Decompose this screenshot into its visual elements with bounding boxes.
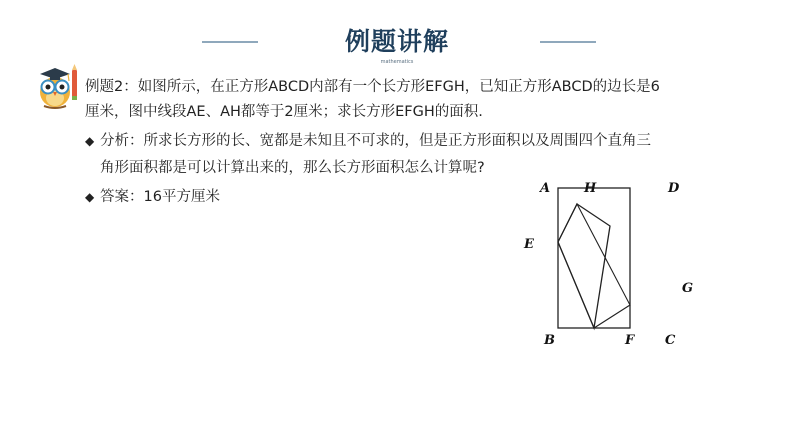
label-h: H xyxy=(584,181,597,196)
label-b: B xyxy=(544,333,555,348)
analysis-line-2: 角形面积都是可以计算出来的，那么长方形面积怎么计算呢? xyxy=(100,160,485,176)
label-c: C xyxy=(665,333,676,348)
inscribed-rhombus xyxy=(558,204,610,328)
label-g: G xyxy=(682,281,694,296)
bullet-icon: ◆ xyxy=(85,190,95,204)
problem-line-1: 例题2：如图所示，在正方形ABCD内部有一个长方形EFGH，已知正方形ABCD的边长是6 xyxy=(85,79,660,95)
answer-line xyxy=(85,186,220,208)
answer-text: 答案：16平方厘米 xyxy=(100,189,220,205)
owl-scholar-icon xyxy=(34,62,82,110)
analysis-line-1 xyxy=(85,130,651,152)
label-a: A xyxy=(540,181,551,196)
page-subtitle: mathematics xyxy=(380,59,414,65)
geometry-figure xyxy=(520,178,700,350)
analysis-text-1: 分析：所求长方形的长、宽都是未知且不可求的，但是正方形面积以及周围四个直角三 xyxy=(100,133,651,149)
page-title: 例题讲解 xyxy=(344,27,449,56)
bullet-icon: ◆ xyxy=(85,134,95,148)
label-f: F xyxy=(625,333,635,348)
inscribed-rhombus-outer xyxy=(558,204,630,328)
label-e: E xyxy=(524,237,534,252)
problem-line-2: 厘米，图中线段AE、AH都等于2厘米；求长方形EFGH的面积. xyxy=(85,104,483,120)
inner-rectangle xyxy=(558,188,630,328)
label-d: D xyxy=(668,181,680,196)
title-rule-right xyxy=(540,41,596,43)
